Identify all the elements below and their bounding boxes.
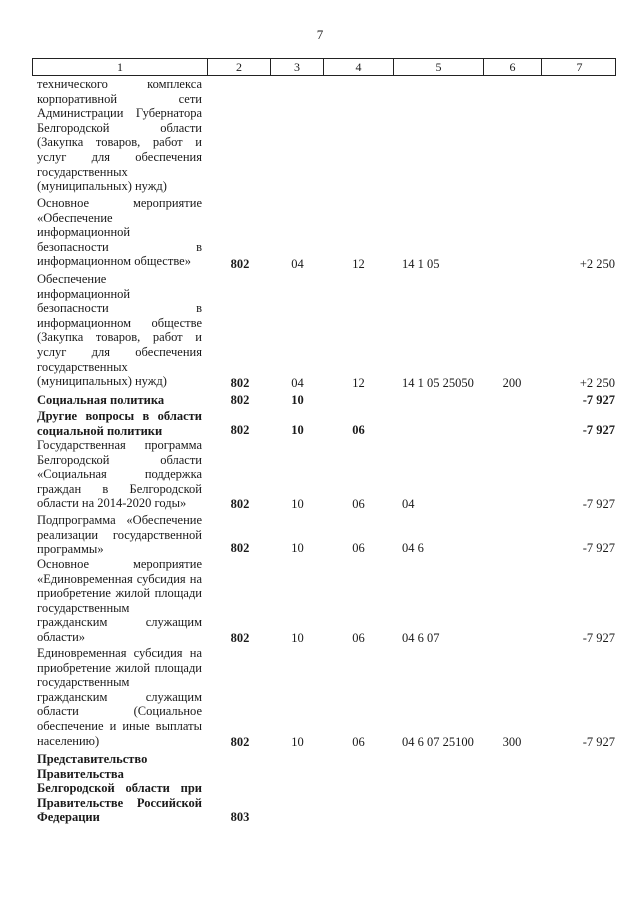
cell-target-article: 04 6 (402, 541, 424, 555)
header-col-5: 5 (435, 60, 442, 74)
cell-razdel: 10 (291, 735, 304, 749)
cell-razdel: 04 (291, 257, 304, 271)
header-col-7: 7 (576, 60, 583, 74)
table-header (32, 58, 616, 76)
row-description: Социальная политика (37, 393, 165, 407)
row-description: Единовременная субсидия на приобретение жилой площади государственным гражданским служащим области (Социальное обеспечение и иные выплаты населению) (37, 646, 202, 748)
cell-amount: -7 927 (582, 393, 615, 407)
cell-amount: +2 250 (579, 257, 615, 271)
cell-target-article: 04 6 07 25100 (402, 735, 474, 749)
header-col-2: 2 (236, 60, 242, 74)
row-description: технического комплекса корпоративной сети Администрации Губернатора Белгородской области (Закупка товаров, работ и услуг для обеспечения государственных (муниципальных) нужд) (37, 77, 202, 194)
header-col-3: 3 (294, 60, 300, 74)
row-description: Обеспечение информационной безопасности в информационном обществе (Закупка товаров, работ и услуг для обеспечения государственных (муниципальных) нужд) (37, 272, 202, 389)
cell-razdel: 10 (291, 497, 304, 511)
cell-amount: -7 927 (582, 497, 615, 511)
header-col-1: 1 (117, 60, 123, 74)
header-col-6: 6 (509, 60, 516, 74)
row-description: Государственная программа Белгородской области «Социальная поддержка граждан в Белгородской области на 2014-2020 годы» (37, 438, 202, 511)
cell-glava: 802 (230, 735, 250, 749)
cell-glava: 803 (230, 810, 250, 824)
cell-target-article: 04 6 07 (402, 631, 440, 645)
cell-amount: -7 927 (582, 423, 615, 437)
cell-expense-type: 200 (502, 376, 522, 390)
cell-razdel: 10 (291, 393, 304, 407)
cell-razdel: 10 (291, 423, 304, 437)
cell-podrazdel: 06 (352, 735, 365, 749)
cell-target-article: 14 1 05 (402, 257, 440, 271)
row-description: Основное мероприятие «Обеспечение информационной безопасности в информационном обществе» (37, 196, 202, 269)
cell-podrazdel: 06 (352, 541, 365, 555)
cell-podrazdel: 12 (352, 257, 365, 271)
row-description: Основное мероприятие «Единовременная субсидия на приобретение жилой площади государственным гражданским служащим области» (37, 557, 202, 644)
cell-expense-type: 300 (502, 735, 522, 749)
cell-glava: 802 (230, 376, 250, 390)
cell-target-article: 04 (402, 497, 415, 511)
cell-glava: 802 (230, 393, 250, 407)
cell-amount: -7 927 (582, 541, 615, 555)
cell-amount: -7 927 (582, 631, 615, 645)
cell-glava: 802 (230, 423, 250, 437)
row-description: Подпрограмма «Обеспечение реализации государственной программы» (37, 513, 202, 557)
row-description: Представительство Правительства Белгородской области при Правительстве Российской Федерации (37, 752, 202, 825)
page-number: 7 (316, 27, 324, 42)
cell-glava: 802 (230, 631, 250, 645)
row-description: Другие вопросы в области социальной политики (37, 409, 202, 438)
cell-razdel: 04 (291, 376, 304, 390)
cell-target-article: 14 1 05 25050 (402, 376, 474, 390)
cell-podrazdel: 06 (352, 631, 365, 645)
cell-glava: 802 (230, 497, 250, 511)
cell-glava: 802 (230, 541, 250, 555)
header-col-4: 4 (355, 60, 362, 74)
cell-podrazdel: 06 (352, 497, 365, 511)
cell-glava: 802 (230, 257, 250, 271)
cell-podrazdel: 12 (352, 376, 365, 390)
cell-amount: -7 927 (582, 735, 615, 749)
cell-razdel: 10 (291, 541, 304, 555)
cell-razdel: 10 (291, 631, 304, 645)
cell-amount: +2 250 (579, 376, 615, 390)
cell-podrazdel: 06 (352, 423, 365, 437)
